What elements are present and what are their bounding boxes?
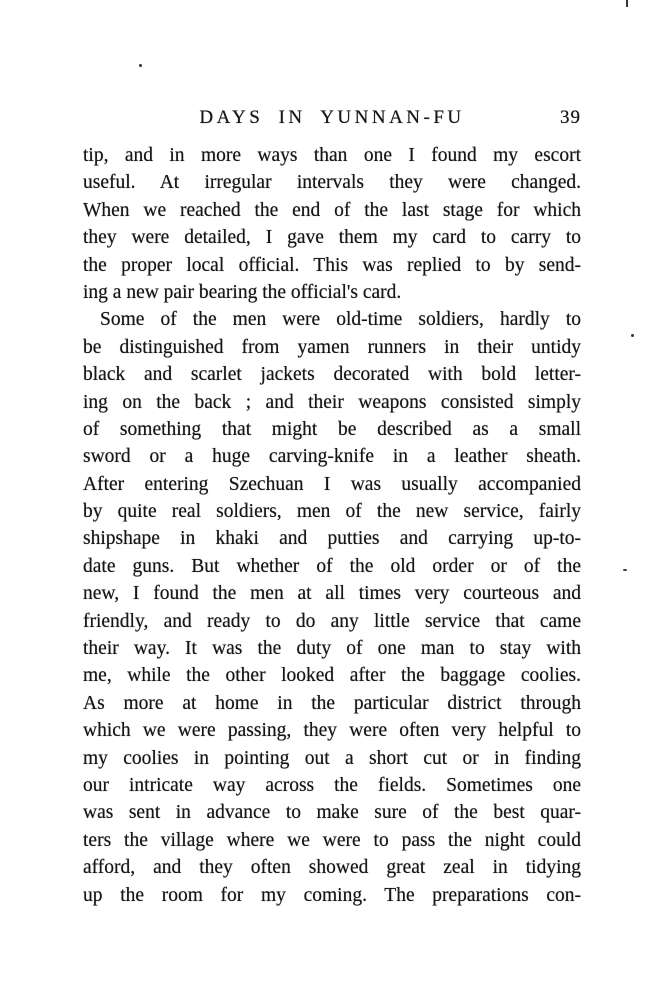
page-header [83,106,581,130]
text-line: After entering Szechuan I was usually accompanied [83,473,581,495]
text-line: which we were passing, they were often very helpful to [83,720,581,742]
text-line: of something that might be described as a small [83,418,581,440]
text-column [83,106,581,909]
text-line: our intricate way across the fields. Sometimes one [83,774,581,796]
text-line: sword or a huge carving-knife in a leather sheath. [83,446,581,468]
text-line: me, while the other looked after the baggage coolies. [83,665,581,687]
scan-speck [631,334,634,337]
text-line: date guns. But whether of the old order or of the [83,555,581,577]
text-line: up the room for my coming. The preparations con- [83,884,581,906]
text-line: was sent in advance to make sure of the best quar- [83,802,581,824]
text-line: shipshape in khaki and putties and carrying up-to- [83,528,581,550]
scan-speck [626,0,628,7]
running-head: DAYS IN YUNNAN-FU [199,107,465,128]
text-line: by quite real soldiers, men of the new service, fairly [83,501,581,523]
text-line: useful. At irregular intervals they were changed. [83,172,581,194]
text-line: be distinguished from yamen runners in their untidy [83,336,581,358]
text-line: As more at home in the particular district through [83,692,581,714]
text-line: friendly, and ready to do any little service that came [83,610,581,632]
text-line: afford, and they often showed great zeal in tidying [83,857,581,879]
text-line: black and scarlet jackets decorated with bold letter- [83,364,581,386]
text-line: my coolies in pointing out a short cut or in finding [83,747,581,769]
text-line: they were detailed, I gave them my card to carry to [83,227,581,249]
text-line: ing on the back ; and their weapons consisted simply [83,391,581,413]
text-line: the proper local official. This was replied to by send- [83,254,581,276]
text-line: tip, and in more ways than one I found my escort [83,145,581,166]
text-line: Some of the men were old-time soldiers, hardly to [100,309,581,331]
text-line: ing a new pair bearing the official's card. [83,281,402,303]
scan-speck [139,64,142,67]
text-line: When we reached the end of the last stage for which [83,199,581,221]
page-number: 39 [560,107,581,128]
text-line: new, I found the men at all times very courteous and [83,583,581,605]
text-line: their way. It was the duty of one man to stay with [83,638,581,660]
text-line: ters the village where we were to pass the night could [83,829,581,851]
page-body [83,142,581,909]
scan-speck [623,569,627,571]
